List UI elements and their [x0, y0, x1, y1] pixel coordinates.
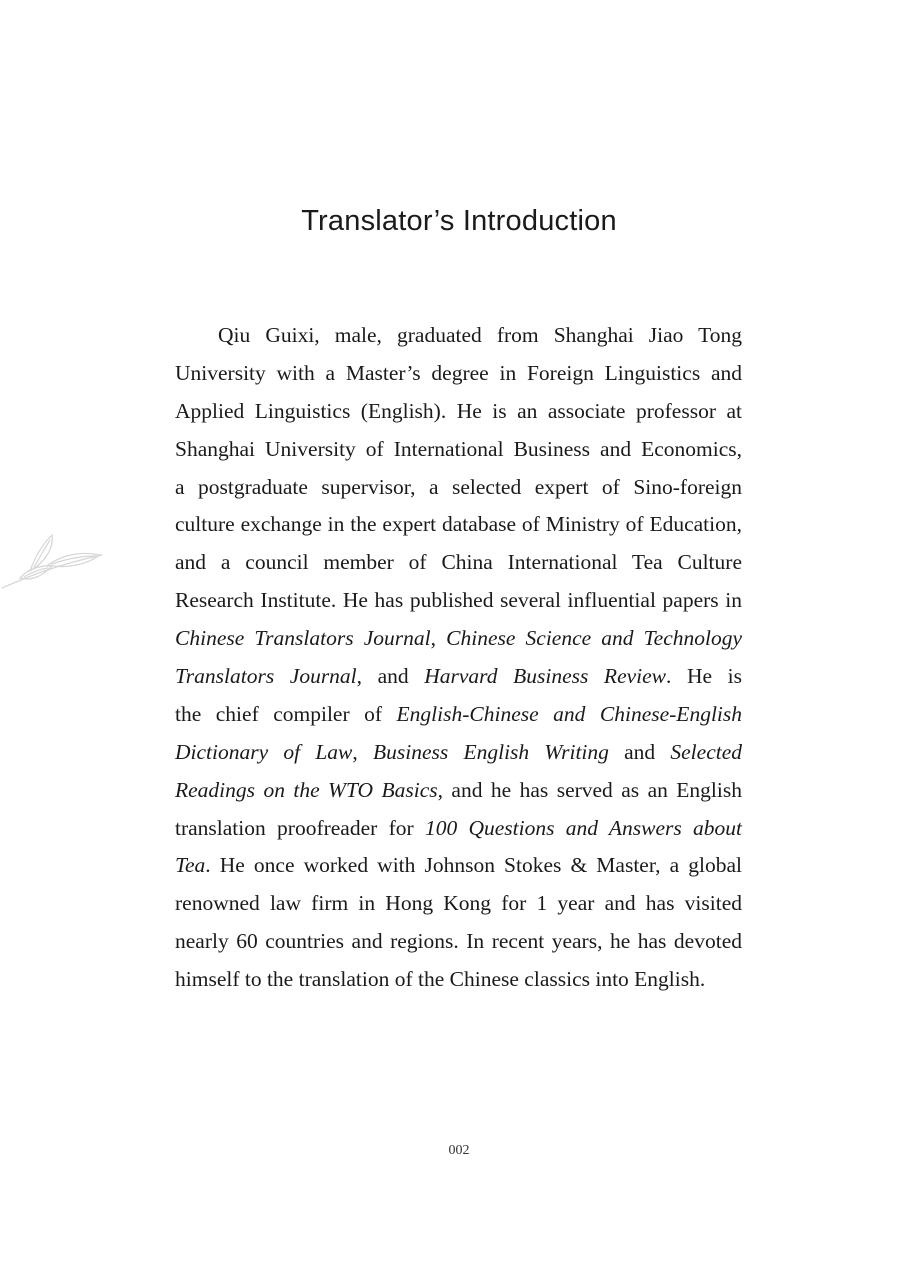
journal-title: Translators Journal	[175, 664, 357, 689]
journal-title: Chinese Translators Journal	[175, 626, 431, 651]
book-title: Selected	[670, 739, 743, 764]
page-number: 002	[448, 1143, 470, 1158]
paragraph-line: Research Institute. He has published several influential papers in	[175, 588, 742, 613]
page-title: Translator’s Introduction	[301, 205, 617, 237]
paragraph-line: Shanghai University of International Business and Economics,	[175, 436, 742, 461]
journal-title: Chinese Science and Technology	[446, 626, 743, 651]
paragraph-line: nearly 60 countries and regions. In recent years, he has devoted	[175, 929, 742, 954]
paragraph-line: Chinese Translators Journal, Chinese Science and Technology	[175, 626, 743, 651]
paragraph-line: culture exchange in the expert database of Ministry of Education,	[175, 512, 742, 537]
paragraph-line: Dictionary of Law, Business English Writing and Selected	[175, 739, 743, 764]
book-title: Dictionary of Law	[175, 739, 353, 764]
tea-leaf-icon	[0, 533, 104, 591]
paragraph-line: and a council member of China International Tea Culture	[175, 550, 742, 575]
paragraph-line: Readings on the WTO Basics, and he has served as an English	[175, 777, 742, 802]
paragraph-line: Applied Linguistics (English). He is an associate professor at	[175, 398, 742, 423]
journal-title: Harvard Business Review	[424, 664, 667, 689]
paragraph-line: himself to the translation of the Chinese classics into English.	[175, 967, 706, 992]
paragraph-line: University with a Master’s degree in Foreign Linguistics and	[175, 360, 742, 385]
paragraph-line: the chief compiler of English-Chinese and Chinese-English	[175, 701, 743, 726]
book-title: Business English Writing	[372, 739, 609, 764]
paragraph-line: Translators Journal, and Harvard Business Review. He is	[175, 664, 742, 689]
paragraph-line: translation proofreader for 100 Questions and Answers about	[175, 815, 743, 840]
book-title: Readings on the WTO Basics	[175, 777, 438, 802]
body-paragraph	[175, 317, 742, 999]
paragraph-line: Tea. He once worked with Johnson Stokes & Master, a global	[175, 853, 742, 878]
book-title: 100 Questions and Answers about	[424, 815, 743, 840]
book-title: Tea	[175, 853, 206, 878]
paragraph-line: Qiu Guixi, male, graduated from Shanghai Jiao Tong	[218, 323, 742, 347]
paragraph-line: renowned law firm in Hong Kong for 1 year and has visited	[175, 891, 742, 916]
paragraph-line: a postgraduate supervisor, a selected expert of Sino-foreign	[175, 474, 742, 499]
book-title: English-Chinese and Chinese-English	[396, 701, 743, 726]
